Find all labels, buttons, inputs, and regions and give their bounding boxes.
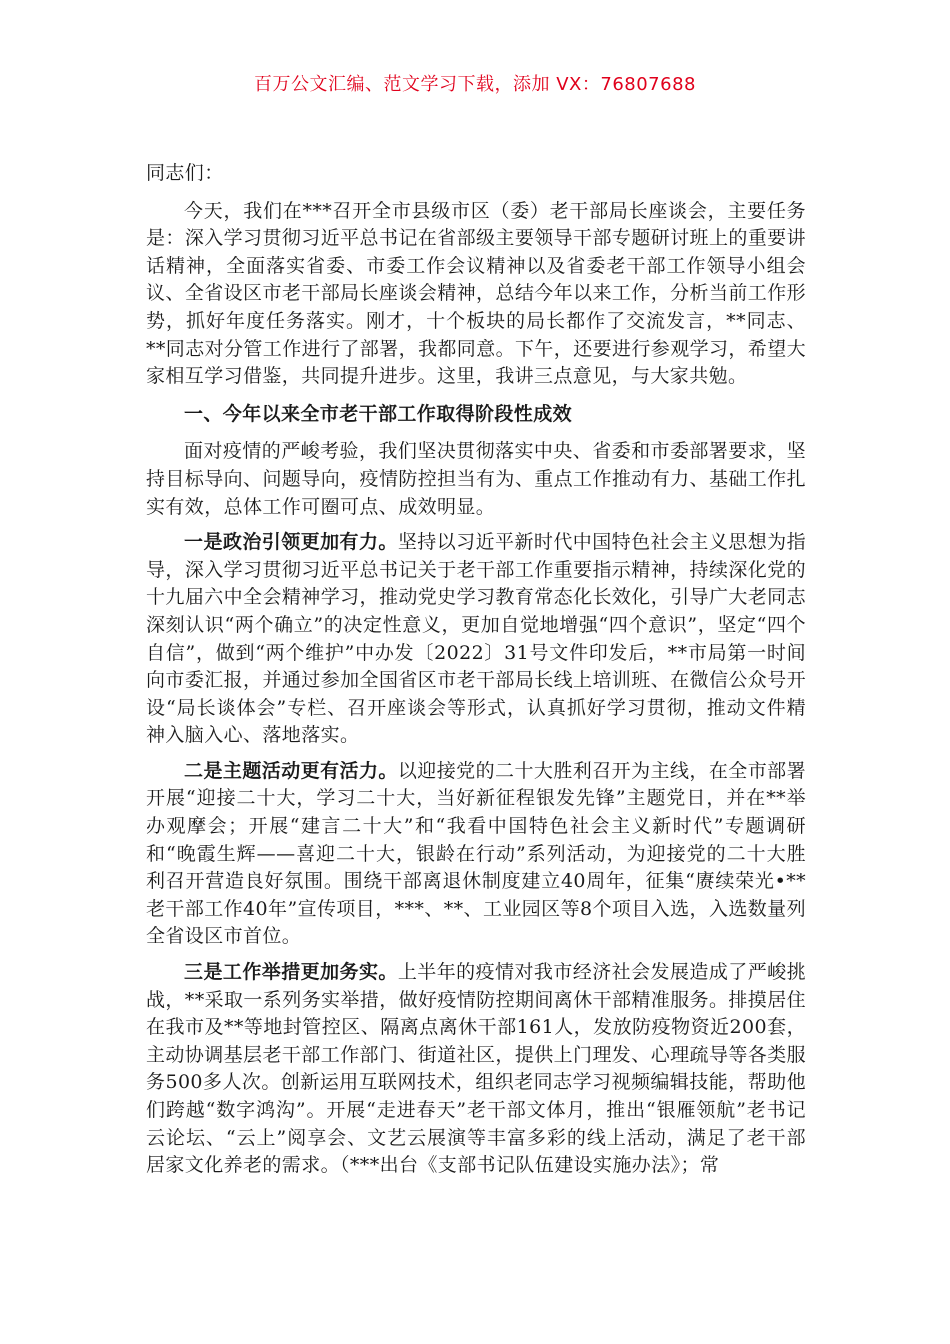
- intro-paragraph: 今天，我们在***召开全市县级市区（委）老干部局长座谈会，主要任务是：深入学习贯彻习近平总书记在省部级主要领导干部专题研讨班上的重要讲话精神，全面落实省委、市委工作会议精神以及省委老干部工作领导小组会议、全省设区市老干部局长座谈会精神，总结今年以来工作，分析当前工作形势，抓好年度任务落实。刚才，十个板块的局长都作了交流发言，**同志、**同志对分管工作进行了部署，我都同意。下午，还要进行参观学习，希望大家相互学习借鉴，共同提升进步。这里，我讲三点意见，与大家共勉。: [146, 199, 807, 388]
- point-paragraph-1: [146, 529, 806, 750]
- point-body-2: 以迎接党的二十大胜利召开为主线，在全市部署开展“迎接二十大，学习二十大，当好新征程银发先锋”主题党日，并在**举办观摩会；开展“建言二十大”和“我看中国特色社会主义新时代”专题调研和“晚霞生辉——喜迎二十大，银龄在行动”系列活动，为迎接党的二十大胜利召开营造良好氛围。围绕干部离退休制度建立40周年，征集“赓续荣光•**老干部工作40年”宣传项目，***、**、工业园区等8个项目入选，入选数量列全省设区市首位。: [146, 759, 806, 948]
- point-title-1: 一是政治引领更加有力。: [184, 531, 398, 554]
- point-title-3: 三是工作举措更加务实。: [184, 961, 398, 984]
- promo-banner: 百万公文汇编、范文学习下载，添加 VX：76807688: [254, 74, 696, 95]
- point-paragraph-2: [146, 758, 806, 951]
- section-heading-1: 一、今年以来全市老干部工作取得阶段性成效: [184, 402, 573, 425]
- salutation: 同志们：: [146, 162, 224, 184]
- point-body-1: 坚持以习近平新时代中国特色社会主义思想为指导，深入学习贯彻习近平总书记关于老干部工作重要指示精神，持续深化党的十九届六中全会精神学习，推动党史学习教育常态化长效化，引导广大老同志深刻认识“两个确立”的决定性意义，更加自觉地增强“四个意识”，坚定“四个自信”，做到“两个维护”中办发〔2022〕31号文件印发后，**市局第一时间向市委汇报，并通过参加全国省区市老干部局长线上培训班、在微信公众号开设“局长谈体会”专栏、召开座谈会等形式，认真抓好学习贯彻，推动文件精神入脑入心、落地落实。: [146, 531, 806, 747]
- point-body-3: 上半年的疫情对我市经济社会发展造成了严峻挑战，**采取一系列务实举措，做好疫情防控期间离休干部精准服务。排摸居住在我市及**等地封管控区、隔离点离休干部161人，发放防疫物资近200套，主动协调基层老干部工作部门、街道社区，提供上门理发、心理疏导等各类服务500多人次。创新运用互联网技术，组织老同志学习视频编辑技能，帮助他们跨越“数字鸿沟”。开展“走进春天”老干部文体月，推出“银雁领航”老书记云论坛、“云上”阅享会、文艺云展演等丰富多彩的线上活动，满足了老干部居家文化养老的需求。（***出台《支部书记队伍建设实施办法》；常: [146, 961, 807, 1177]
- document-body: [146, 160, 806, 1180]
- section-intro-paragraph: 面对疫情的严峻考验，我们坚决贯彻落实中央、省委和市委部署要求，坚持目标导向、问题导向，疫情防控担当有为、重点工作推动有力、基础工作扎实有效，总体工作可圈可点、成效明显。: [146, 440, 806, 518]
- point-title-2: 二是主题活动更有活力。: [184, 759, 398, 782]
- point-paragraph-3: [146, 959, 806, 1180]
